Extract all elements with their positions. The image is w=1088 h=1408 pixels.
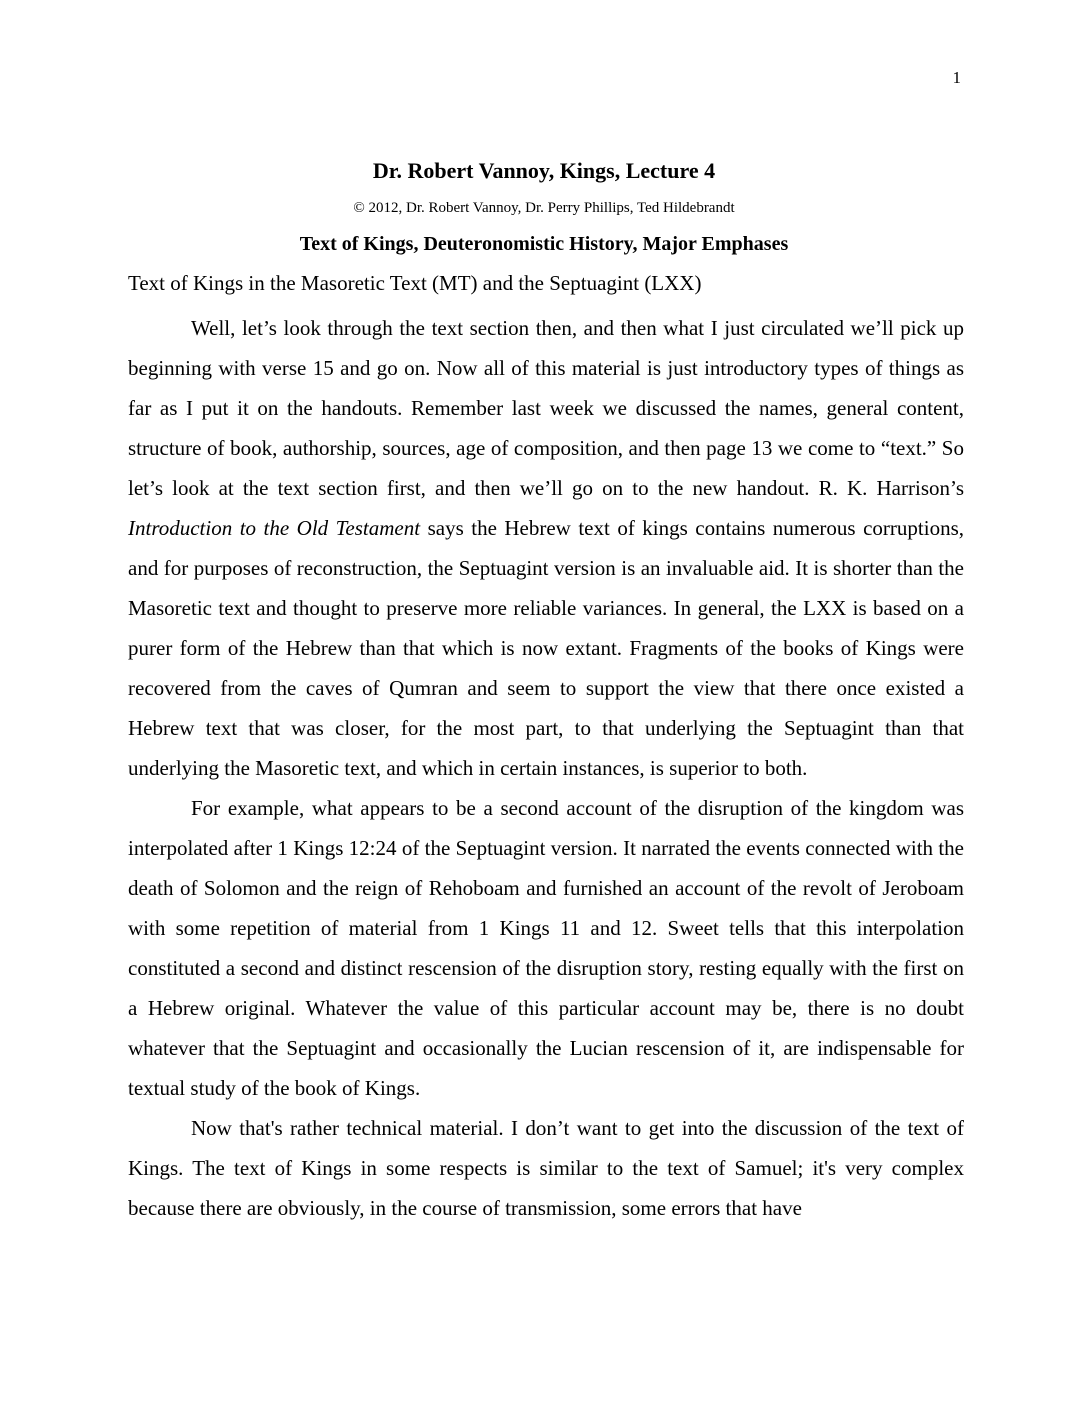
paragraph-1-text-a: Well, let’s look through the text section then, and then what I just circulated we’ll pick up beginning with verse 15 and go on. Now all of this material is just introductory types of things as far as I put it on the handouts. Remember last week we discussed the names, general content, structure of book, authorship, sources, age of composition, and then page 13 we come to “text.” So let’s look at the text section first, and then we’ll go on to the new handout. R. K. Harrison’s [128,316,964,500]
section-heading: Text of Kings in the Masoretic Text (MT) and the Septuagint (LXX) [128,271,702,295]
copyright-line: © 2012, Dr. Robert Vannoy, Dr. Perry Phillips, Ted Hildebrandt [353,200,735,216]
paragraph-3: Now that's rather technical material. I don’t want to get into the discussion of the text of Kings. The text of Kings in some respects is similar to the text of Samuel; it's very complex because there are obviously, in the course of transmission, some errors that have [128,1116,964,1220]
paragraph-1 [128,308,964,788]
body-text [128,308,964,1228]
page-number: 1 [952,68,961,87]
book-title-italic: Introduction to the Old Testament [128,516,421,540]
document-subtitle: Text of Kings, Deuteronomistic History, Major Emphases [299,233,789,255]
document-title: Dr. Robert Vannoy, Kings, Lecture 4 [372,158,716,183]
paragraph-1-text-b: says the Hebrew text of kings contains numerous corruptions, and for purposes of reconstruction, the Septuagint version is an invaluable aid. It is shorter than the Masoretic text and thought to preserve more reliable variances. In general, the LXX is based on a purer form of the Hebrew than that which is now extant. Fragments of the books of Kings were recovered from the caves of Qumran and seem to support the view that there once existed a Hebrew text that was closer, for the most part, to that underlying the Septuagint than that underlying the Masoretic text, and which in certain instances, is superior to both. [128,516,964,780]
paragraph-2: For example, what appears to be a second account of the disruption of the kingdom was interpolated after 1 Kings 12:24 of the Septuagint version. It narrated the events connected with the death of Solomon and the reign of Rehoboam and furnished an account of the revolt of Jeroboam with some repetition of material from 1 Kings 11 and 12. Sweet tells that this interpolation constituted a second and distinct rescension of the disruption story, resting equally with the first on a Hebrew original. Whatever the value of this particular account may be, there is no doubt whatever that the Septuagint and occasionally the Lucian rescension of it, are indispensable for textual study of the book of Kings. [128,796,964,1100]
